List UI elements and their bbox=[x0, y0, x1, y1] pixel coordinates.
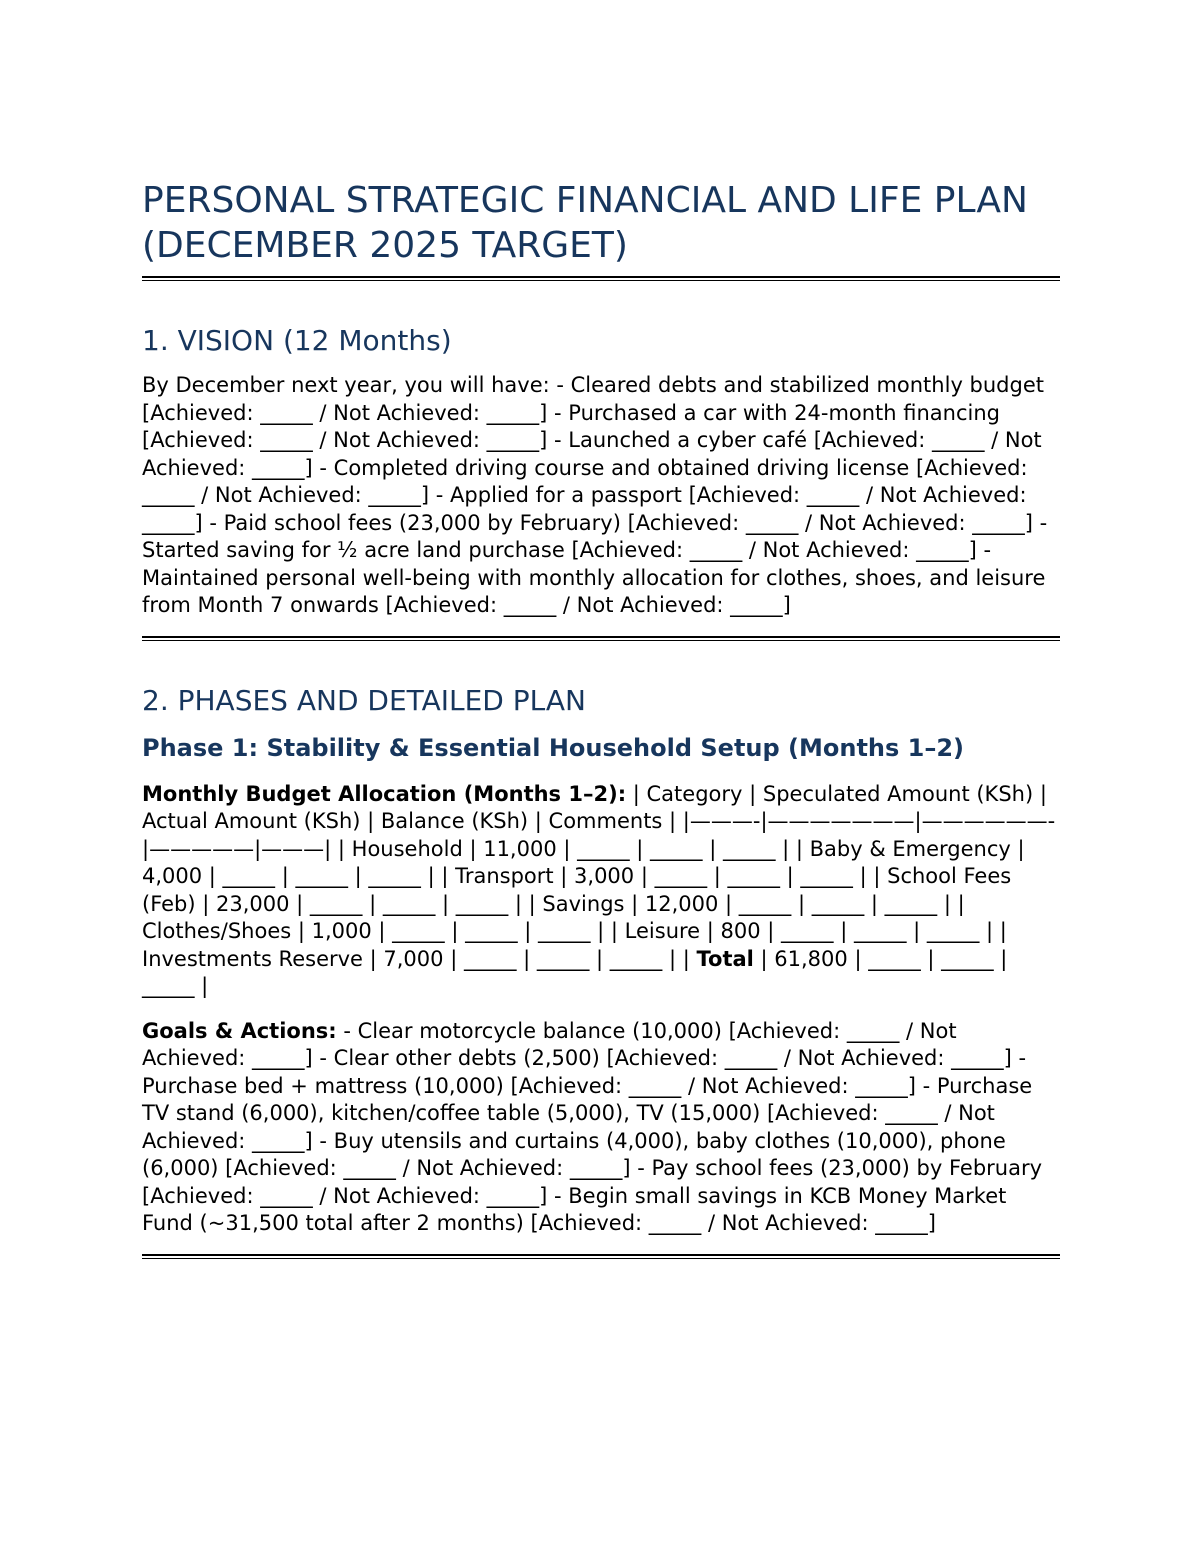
budget-table-text-b: | 61,800 | _____ | _____ | _____ | bbox=[142, 946, 1008, 998]
vision-heading: 1. VISION (12 Months) bbox=[142, 324, 452, 357]
goals-paragraph bbox=[142, 1018, 1060, 1238]
phase1-divider bbox=[142, 1254, 1060, 1259]
phases-heading: 2. PHASES AND DETAILED PLAN bbox=[142, 683, 586, 717]
budget-label: Monthly Budget Allocation (Months 1–2): bbox=[142, 781, 627, 806]
goals-label: Goals & Actions: bbox=[142, 1018, 337, 1043]
phase1-heading: Phase 1: Stability & Essential Household Setup (Months 1–2) bbox=[142, 733, 965, 762]
title-divider bbox=[142, 276, 1060, 281]
document-title: PERSONAL STRATEGIC FINANCIAL AND LIFE PLAN (DECEMBER 2025 TARGET) bbox=[142, 180, 1028, 266]
budget-total-label: Total bbox=[696, 946, 754, 971]
budget-table-text-a: | Category | Speculated Amount (KSh) | Actual Amount (KSh) | Balance (KSh) | Comments | |———-|———————|——————-|—————|———| | Household | 11,000 | _____ | _____ | _____ | | Baby & Emergency | 4,000 | _____ | _____ | _____ | | Transport | 3,000 | _____ | _____ | _____ | | School Fees (Feb) | 23,000 | _____ | _____ | _____ | | Savings | 12,000 | _____ | _____ | _____ | | Clothes/Shoes | 1,000 | _____ | _____ | _____ | | Leisure | 800 | _____ | _____ | _____ | | Investments Reserve | 7,000 | _____ | _____ | _____ | | bbox=[142, 781, 1056, 971]
document-page bbox=[142, 178, 1060, 1259]
vision-divider bbox=[142, 636, 1060, 641]
vision-paragraph: By December next year, you will have: - Cleared debts and stabilized monthly budget [Achieved: _____ / Not Achieved: _____] - Purchased a car with 24-month financing [Achieved: _____ / Not Achieved: _____] - Launched a cyber café [Achieved: _____ / Not Achieved: _____] - Completed driving course and obtained driving license [Achieved: _____ / Not Achieved: _____] - Applied for a passport [Achieved: _____ / Not Achieved: _____] - Paid school fees (23,000 by February) [Achieved: _____ / Not Achieved: _____] - Started saving for ½ acre land purchase [Achieved: _____ / Not Achieved: _____] - Maintained personal well-being with monthly allocation for clothes, shoes, and leisure from Month 7 onwards [Achieved: _____ / Not Achieved: _____] bbox=[142, 373, 1048, 617]
budget-paragraph bbox=[142, 781, 1060, 1001]
goals-text: - Clear motorcycle balance (10,000) [Achieved: _____ / Not Achieved: _____] - Clear other debts (2,500) [Achieved: _____ / Not Achieved: _____] - Purchase bed + mattress (10,000) [Achieved: _____ / Not Achieved: _____] - Purchase TV stand (6,000), kitchen/coffee table (5,000), TV (15,000) [Achieved: _____ / Not Achieved: _____] - Buy utensils and curtains (4,000), baby clothes (10,000), phone (6,000) [Achieved: _____ / Not Achieved: _____] - Pay school fees (23,000) by February [Achieved: _____ / Not Achieved: _____] - Begin small savings in KCB Money Market Fund (~31,500 total after 2 months) [Achieved: _____ / Not Achieved: _____] bbox=[142, 1018, 1043, 1235]
